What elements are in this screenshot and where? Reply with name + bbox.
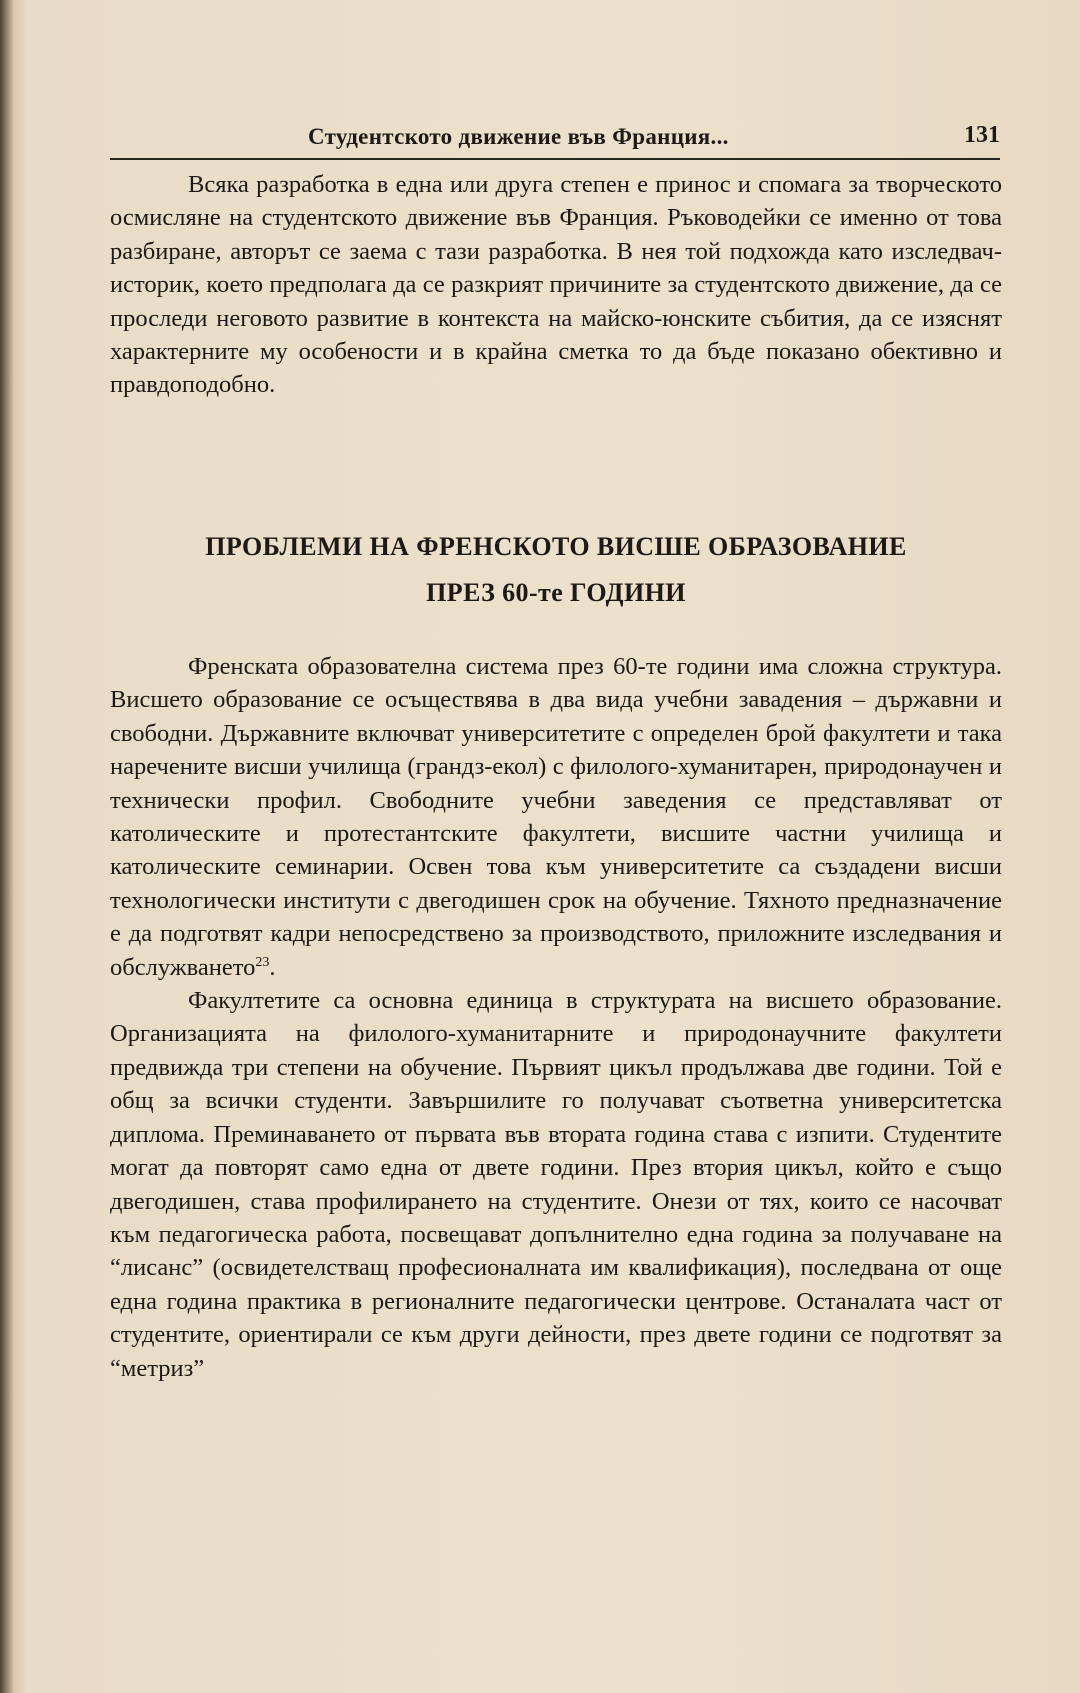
section-heading-line-2: ПРЕЗ 60-те ГОДИНИ — [426, 578, 686, 607]
header-rule — [110, 158, 1000, 160]
intro-section — [110, 168, 1002, 402]
section-heading-line-1: ПРОБЛЕМИ НА ФРЕНСКОТО ВИСШЕ ОБРАЗОВАНИЕ — [205, 532, 907, 561]
body-text — [110, 650, 1002, 1385]
paragraph-2: Факултетите са основна единица в структурата на висшето образование. Организацията на филолого-хуманитарните и природонаучните факултети предвижда три степени на обучение. Първият цикъл продължава две години. Той е общ за всички студенти. Завършилите го получават съответна университетска диплома. Преминаването от първата във втората година става с изпити. Студентите могат да повторят само една от двете години. През втория цикъл, който е също двегодишен, става профилирането на студентите. Онези от тях, които се насочват към педагогическа работа, посвещават допълнително една година за получаване на “лисанс” (освидетелстващ професионалната им квалификация), последвана от още една година практика в регионалните педагогически центрове. Останалата част от студентите, ориентирали се към други дейности, през двете години се подготвят за “метриз” — [110, 987, 1002, 1382]
paragraph-1-text: Френската образователна система през 60-те години има сложна структура. Висшето образование се осъществява в два вида учебни завадения – държавни и свободни. Държавните включват университетите с определен брой факултети и така наречените висши училища (грандз-екол) с филолого-хуманитарен, природонаучен и технически профил. Свободните учебни заведения се представляват от католическите и протестантските факултети, висшите частни училища и католическите семинарии. Освен това към университетите са създадени висши технологически институти с двегодишен срок на обучение. Тяхното предназначение е да подготвят кадри непосредствено за производството, приложните изследвания и обслужването — [110, 653, 1002, 981]
page-number: 131 — [964, 122, 1000, 148]
intro-paragraph: Всяка разработка в една или друга степен е принос и спомага за творческото осмисляне на студентското движение във Франция. Ръководейки се именно от това разбиране, авторът се заема с тази разработка. В нея той подхожда като изследвач-историк, което предполага да се разкрият причините за студентското движение, да се проследи неговото развитие в контекста на майско-юнските събития, да се изяснят характерните му особености и в крайна сметка то да бъде показано обективно и правдоподобно. — [110, 171, 1002, 399]
paragraph — [110, 650, 1002, 984]
paragraph-1-end: . — [269, 953, 276, 981]
running-title: Студентското движение във Франция... — [308, 124, 729, 149]
footnote-reference[interactable]: 23 — [255, 954, 270, 970]
running-head — [110, 118, 1000, 158]
